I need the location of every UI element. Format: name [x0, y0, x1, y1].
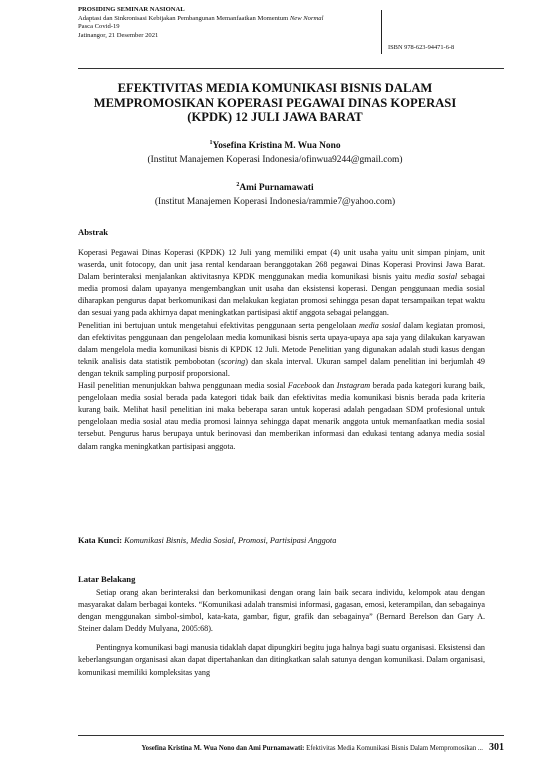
author-1-name-text: Yosefina Kristina M. Wua Nono [212, 141, 341, 152]
italic-run: scoring [220, 356, 246, 366]
italic-run: Instagram [336, 381, 371, 391]
footer-rule [78, 735, 504, 736]
header-divider [381, 10, 382, 54]
abstract-body [78, 247, 485, 453]
seminar-theme-italic: New Normal [289, 14, 324, 22]
title-line: EFEKTIVITAS MEDIA KOMUNIKASI BISNIS DALAM [117, 81, 433, 95]
text-run: Penelitian ini bertujuan untuk mengetahui efektivitas penggunaan serta pengelolaan [78, 320, 357, 330]
keywords-label: Kata Kunci: [78, 536, 123, 545]
italic-run: media sosial [414, 272, 458, 282]
abstract-paragraph [78, 247, 485, 320]
intro-paragraph: Pentingnya komunikasi bagi manusia tidaklah dapat dipungkiri begitu juga halnya bagi suatu organisasi. Eksistensi dan keberlangsungan organisasi akan dapat dipertahankan dan ditingkatkan salah satunya dengan komunikasi. Dalam organisasi, komunikasi memiliki kompleksitas yang [78, 643, 485, 677]
isbn: ISBN 978-623-94471-6-8 [388, 44, 455, 51]
author-2-sup: 2 [236, 182, 240, 188]
text-run: Koperasi Pegawai Dinas Koperasi (KPDK) 12 Juli yang memiliki empat (4) unit usaha yaitu unit simpan pinjam, unit waserda, unit fotocopy, dan unit jasa rental kendaraan beranggotakan 268 pegawai Dinas Koperasi Provinsi Jawa Barat. Dalam berinteraksi menjalankan aktivitasnya KPDK menggunakan media komunikasi bisnis yaitu [78, 248, 485, 282]
keywords-text: Komunikasi Bisnis, Media Sosial, Promosi, Partisipasi Anggota [124, 536, 337, 545]
italic-run: Facebook [287, 381, 320, 391]
section-heading: Latar Belakang [78, 574, 136, 584]
running-footer [78, 742, 504, 753]
seminar-theme-text: Adaptasi dan Sinkronisasi Kebijakan Pembangunan Memanfaatkan Momentum [78, 14, 289, 22]
footer-authors: Yosefina Kristina M. Wua Nono dan Ami Purnamawati: [141, 745, 305, 752]
seminar-date: Jatinangor, 21 Desember 2021 [78, 31, 159, 39]
intro-paragraph: Setiap orang akan berinteraksi dan berkomunikasi dengan orang lain baik secara individu, kelompok atau dengan masyarakat dalam berbagai konteks. “Komunikasi adalah transmisi informasi, gagasan, emosi, keterampilan, dan sebagainya dengan menggunakan simbol-simbol, kata-kata, gambar, figur, grafik dan sebagainya” (Bernard Berelson dan Gary A. Steiner dalam Deddy Mulyana, 2005:68). [78, 588, 485, 634]
author-2-affiliation: (Institut Manajemen Koperasi Indonesia/rammie7@yahoo.com) [154, 197, 396, 207]
footer-title: Efektivitas Media Komunikasi Bisnis Dalam Mempromosikan ... [306, 745, 483, 752]
author-1-sup: 1 [209, 140, 213, 146]
seminar-theme-cont: Pasca Covid-19 [78, 23, 120, 31]
author-2-name-text: Ami Purnamawati [239, 183, 314, 194]
abstract-heading: Abstrak [78, 227, 109, 237]
text-run: sebagai media promosi dalam upayanya mengembangkan unit usaha dan eksistensi koperasi. Dengan penggunaan media sosial diharapkan pengurus dapat berkomunikasi dan melakukan kegiatan promosi sehingga pesan dapat tersampaikan tepat waktu dan sesuai yang pada akhirnya dapat meningkatkan partisipasi aktif anggota sebagai pelanggan. [78, 272, 485, 318]
intro-body [78, 587, 485, 679]
page-number: 301 [489, 742, 504, 753]
text-run: Hasil penelitian menunjukkan bahwa penggunaan media sosial [78, 381, 286, 391]
keywords [78, 535, 485, 547]
header-left [78, 6, 378, 40]
text-run: ) dan skala interval. Ukuran sampel dalam penelitian ini berjumlah 49 dengan teknik sampling purposif proporsional. [78, 356, 485, 378]
text-run: dalam kegiatan promosi, dan efektivitas penggunaan dan pengelolaan media komunikasi bisnis serta upaya-upaya apa saja yang dilakukan karyawan dalam mengelola media komunikasi bisnis di KPDK 12 Juli. Metode Penelitian yang digunakan adalah studi kasus dengan teknik analisis data statistik pembobotan ( [78, 320, 486, 366]
author-2-name [60, 182, 490, 193]
abstract-paragraph [78, 380, 485, 453]
italic-run: media sosial [358, 320, 401, 330]
abstract-paragraph [78, 320, 485, 380]
title-line: MEMPROMOSIKAN KOPERASI PEGAWAI DINAS KOPERASI [93, 95, 457, 110]
seminar-theme [78, 15, 378, 24]
title-line: (KPDK) 12 JULI JAWA BARAT [187, 110, 363, 124]
text-run: berada pada kategori kurang baik, pengelolaan media sosial berada pada kategori tidak baik dan efektivitas media komunikasi bisnis berada pada kriteria kurang baik. Melihat hasil penelitian ini maka beberapa saran untuk koperasi adalah pengadaan SDM profesional untuk pengelolaan media sosial atau media promosi lainnya sehingga dapat menarik anggota untuk memanfaatkan media sosial tersebut. Pengurus harus berupaya untuk berinovasi dan memberikan informasi dan edukasi tentang adanya media sosial dalam rangka meningkatkan partisipasi anggota. [78, 381, 485, 451]
paper-title [60, 81, 490, 125]
text-run: dan [322, 381, 335, 391]
proceedings-name: PROSIDING SEMINAR NASIONAL [78, 6, 185, 13]
running-header [78, 6, 504, 66]
author-1-name [60, 140, 490, 151]
header-rule [78, 68, 504, 69]
author-1-affiliation: (Institut Manajemen Koperasi Indonesia/ofinwua9244@gmail.com) [147, 155, 403, 165]
